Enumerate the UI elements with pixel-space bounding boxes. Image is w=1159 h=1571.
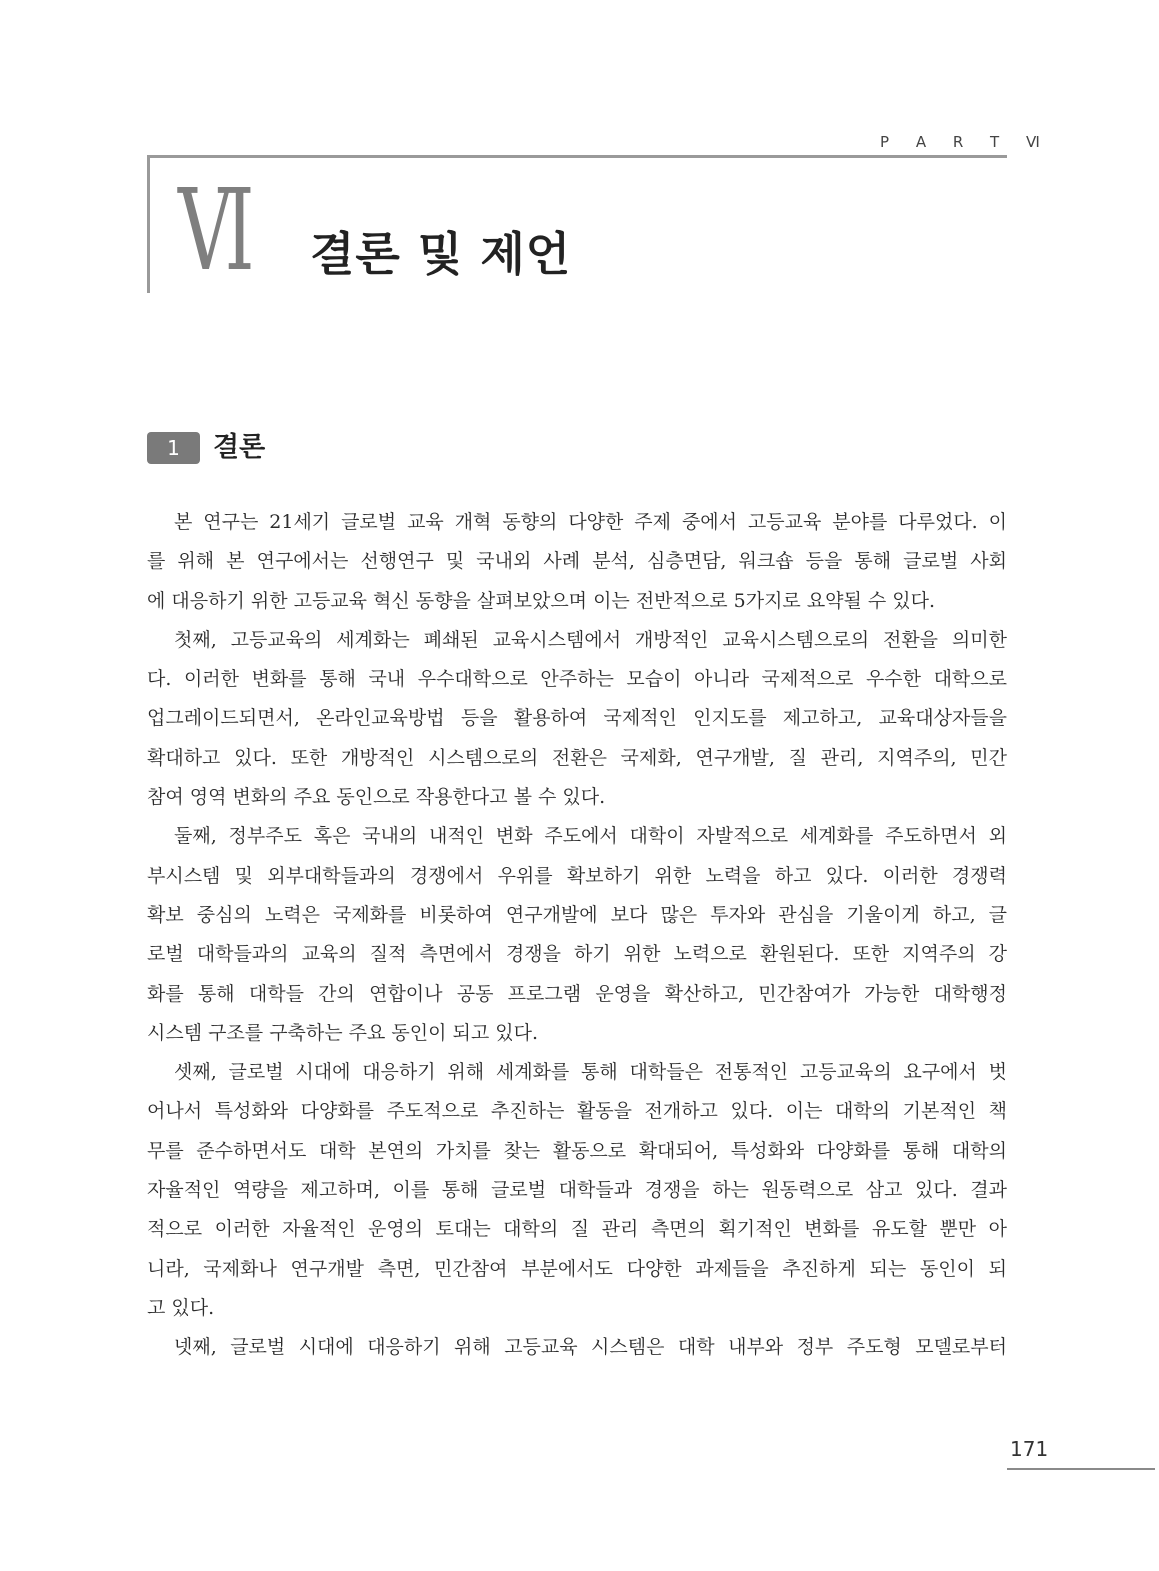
chapter-side-rule	[147, 155, 150, 293]
body-line: 니라, 국제화나 연구개발 측면, 민간참여 부분에서도 다양한 과제들을 추진하게 되는 동인이 되	[147, 1257, 1007, 1280]
body-line: 자율적인 역량을 제고하며, 이를 통해 글로벌 대학들과 경쟁을 하는 원동력으로 삼고 있다. 결과	[147, 1179, 1007, 1202]
body-line: 적으로 이러한 자율적인 운영의 토대는 대학의 질 관리 측면의 획기적인 변화를 유도할 뿐만 아	[147, 1218, 1007, 1241]
chapter-numeral: Ⅵ	[178, 170, 252, 294]
body-line: 업그레이드되면서, 온라인교육방법 등을 활용하여 국제적인 인지도를 제고하고, 교육대상자들을	[147, 707, 1007, 730]
body-line: 를 위해 본 연구에서는 선행연구 및 국내외 사례 분석, 심층면담, 워크숍 등을 통해 글로벌 사회	[147, 550, 1007, 573]
body-line: 화를 통해 대학들 간의 연합이나 공동 프로그램 운영을 확산하고, 민간참여가 가능한 대학행정	[147, 982, 1007, 1005]
section-number-badge: 1	[147, 432, 200, 464]
body-line: 확대하고 있다. 또한 개방적인 시스템으로의 전환은 국제화, 연구개발, 질 관리, 지역주의, 민간	[147, 746, 1007, 769]
body-line: 에 대응하기 위한 고등교육 혁신 동향을 살펴보았으며 이는 전반적으로 5가지로 요약될 수 있다.	[147, 589, 936, 612]
body-line: 확보 중심의 노력은 국제화를 비롯하여 연구개발에 보다 많은 투자와 관심을 기울이게 하고, 글	[147, 903, 1007, 926]
body-line: 어나서 특성화와 다양화를 주도적으로 추진하는 활동을 전개하고 있다. 이는 대학의 기본적인 책	[147, 1100, 1007, 1123]
section-title: 결론	[213, 432, 266, 463]
chapter-title: 결론 및 제언	[310, 227, 572, 281]
header-rule	[147, 155, 1007, 158]
body-line: 둘째, 정부주도 혹은 국내의 내적인 변화 주도에서 대학이 자발적으로 세계화를 주도하면서 외	[174, 825, 1007, 848]
part-label: P A R T Ⅵ	[880, 133, 1051, 151]
footer-rule	[1007, 1468, 1155, 1470]
page-number: 171	[1010, 1437, 1049, 1461]
body-line: 무를 준수하면서도 대학 본연의 가치를 찾는 활동으로 확대되어, 특성화와 다양화를 통해 대학의	[147, 1139, 1007, 1162]
body-line: 넷째, 글로벌 시대에 대응하기 위해 고등교육 시스템은 대학 내부와 정부 주도형 모델로부터	[174, 1336, 1007, 1359]
body-line: 참여 영역 변화의 주요 동인으로 작용한다고 볼 수 있다.	[147, 786, 606, 809]
body-line: 고 있다.	[147, 1296, 215, 1319]
body-line: 로벌 대학들과의 교육의 질적 측면에서 경쟁을 하기 위한 노력으로 환원된다. 또한 지역주의 강	[147, 943, 1007, 966]
body-line: 다. 이러한 변화를 통해 국내 우수대학으로 안주하는 모습이 아니라 국제적으로 우수한 대학으로	[147, 668, 1007, 691]
body-line: 셋째, 글로벌 시대에 대응하기 위해 세계화를 통해 대학들은 전통적인 고등교육의 요구에서 벗	[174, 1061, 1007, 1084]
body-line: 첫째, 고등교육의 세계화는 폐쇄된 교육시스템에서 개방적인 교육시스템으로의 전환을 의미한	[174, 628, 1007, 651]
body-line: 부시스템 및 외부대학들과의 경쟁에서 우위를 확보하기 위한 노력을 하고 있다. 이러한 경쟁력	[147, 864, 1007, 887]
body-line: 시스템 구조를 구축하는 주요 동인이 되고 있다.	[147, 1021, 539, 1044]
body-line: 본 연구는 21세기 글로벌 교육 개혁 동향의 다양한 주제 중에서 고등교육 분야를 다루었다. 이	[174, 511, 1007, 533]
body-text	[147, 503, 1007, 1368]
